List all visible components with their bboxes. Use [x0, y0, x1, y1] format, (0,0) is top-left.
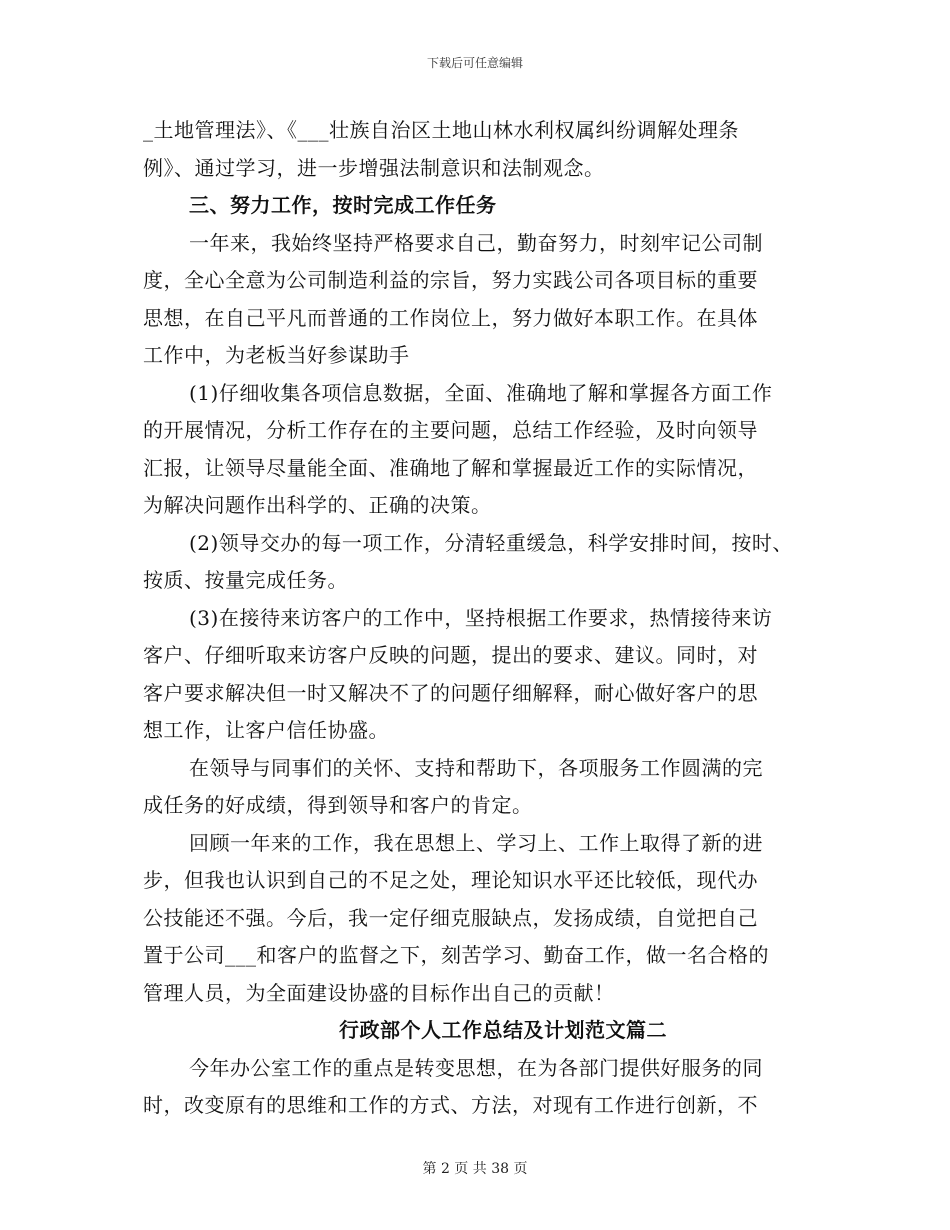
- body-line: 按质、按量完成任务。: [143, 568, 348, 592]
- page-footer: 第 2 页 共 38 页: [422, 1161, 528, 1177]
- page-header: 下载后可任意编辑: [426, 56, 523, 70]
- body-line: 客户、仔细听取来访客户反映的问题，提出的要求、建议。同时，对: [143, 643, 758, 667]
- body-line: 度，全心全意为公司制造利益的宗旨，努力实践公司各项目标的重要: [143, 268, 758, 292]
- body-line: 的开展情况，分析工作存在的主要问题，总结工作经验，及时向领导: [143, 418, 758, 442]
- body-line: (3)在接待来访客户的工作中，坚持根据工作要求，热情接待来访: [189, 605, 773, 630]
- body-line: 汇报，让领导尽量能全面、准确地了解和掌握最近工作的实际情况，: [143, 455, 758, 480]
- body-line: 工作中，为老板当好参谋助手: [143, 343, 410, 367]
- body-line: 管理人员，为全面建设协盛的目标作出自己的贡献！: [143, 980, 615, 1005]
- body-line: 思想，在自己平凡而普通的工作岗位上，努力做好本职工作。在具体: [143, 305, 758, 330]
- body-line: (2)领导交办的每一项工作，分清轻重缓急，科学安排时间，按时、: [189, 530, 793, 555]
- body-line: 置于公司___和客户的监督之下，刻苦学习、勤奋工作，做一名合格的: [143, 943, 769, 967]
- body-line: 步，但我也认识到自己的不足之处，理论知识水平还比较低，现代办: [143, 868, 758, 892]
- article-title: 行政部个人工作总结及计划范文篇二: [339, 1018, 667, 1042]
- body-line: 一年来，我始终坚持严格要求自己，勤奋努力，时刻牢记公司制: [189, 230, 763, 255]
- body-line: 回顾一年来的工作，我在思想上、学习上、工作上取得了新的进: [189, 830, 763, 855]
- body-line: 时，改变原有的思维和工作的方式、方法，对现有工作进行创新，不: [143, 1093, 758, 1117]
- section-heading: 三、努力工作，按时完成工作任务: [189, 193, 497, 217]
- body-line: 今年办公室工作的重点是转变思想，在为各部门提供好服务的同: [189, 1055, 763, 1080]
- body-line: 想工作，让客户信任协盛。: [143, 718, 389, 742]
- body-line: 公技能还不强。今后，我一定仔细克服缺点，发扬成绩，自觉把自己: [143, 905, 758, 930]
- body-line: 例》、通过学习，进一步增强法制意识和法制观念。: [143, 155, 605, 180]
- body-line: _土地管理法》、《___壮族自治区土地山林水利权属纠纷调解处理条: [143, 118, 739, 142]
- body-line: (1)仔细收集各项信息数据，全面、准确地了解和掌握各方面工作: [189, 380, 773, 405]
- body-line: 成任务的好成绩，得到领导和客户的肯定。: [143, 793, 533, 817]
- document-body: [143, 112, 823, 1125]
- body-line: 客户要求解决但一时又解决不了的问题仔细解释，耐心做好客户的思: [143, 680, 758, 705]
- body-line: 为解决问题作出科学的、正确的决策。: [143, 493, 492, 517]
- body-line: 在领导与同事们的关怀、支持和帮助下，各项服务工作圆满的完: [189, 755, 763, 780]
